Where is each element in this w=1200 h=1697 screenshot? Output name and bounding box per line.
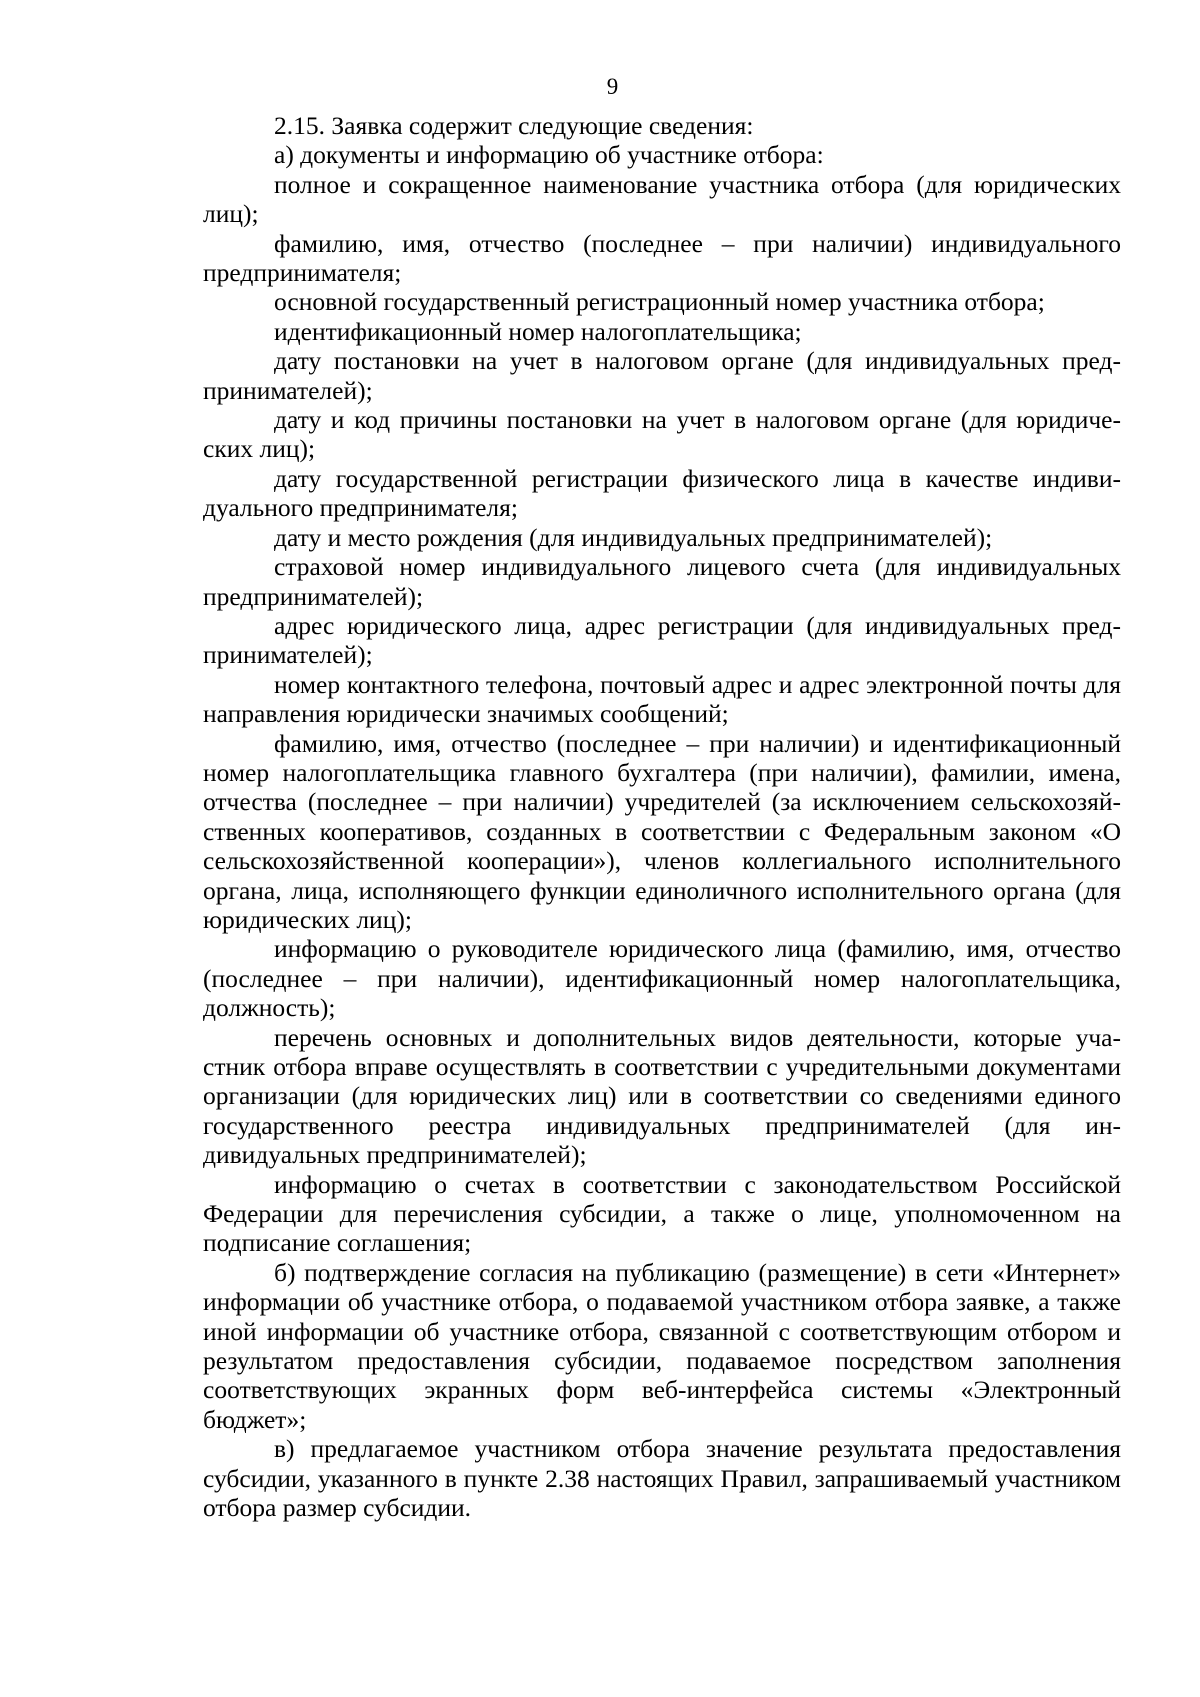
- paragraph-state-registration-date: дату государственной регистрации физического лица в качестве индивидуального предпринимателя;: [203, 463, 1121, 523]
- paragraph-inn: идентификационный номер налогоплательщика;: [274, 316, 802, 346]
- paragraph-item-v: в) предлагаемое участником отбора значение результата предоставления субсидии, указанного в пункте 2.38 настоящих Правил, запрашиваемый участником отбора размер субсидии.: [203, 1434, 1121, 1523]
- paragraph-contacts: номер контактного телефона, почтовый адрес и адрес электронной почты для направления юридически значимых сообщений;: [203, 669, 1121, 729]
- paragraph-item-b: б) подтверждение согласия на публикацию (размещение) в сети «Интернет» информации об участнике отбора, о подаваемой участником отбора заявке, а также иной информации об участнике отбора, связанной с соответствующим отбором и результатом предоставления субсидии, подаваемое посредством заполнения соответствующих экранных форм веб-интерфейса системы «Электронный бюджет»;: [203, 1257, 1121, 1434]
- paragraph-address: адрес юридического лица, адрес регистрации (для индивидуальных предпринимателей);: [203, 610, 1121, 670]
- paragraph-head-info: информацию о руководителе юридического лица (фамилию, имя, отчество (последнее – при наличии), идентификационный номер налогоплательщика, должность);: [203, 934, 1121, 1023]
- page-number: 9: [606, 74, 619, 99]
- paragraph-tax-registration-code: дату и код причины постановки на учет в налоговом органе (для юридических лиц);: [203, 405, 1121, 464]
- paragraph-insurance-number: страховой номер индивидуального лицевого счета (для индивидуальных предпринимателей);: [203, 552, 1121, 611]
- paragraph-ogrn: основной государственный регистрационный номер участника отбора;: [274, 287, 1045, 317]
- document-body: [203, 111, 1121, 1523]
- paragraph-activities: перечень основных и дополнительных видов деятельности, которые участник отбора вправе осуществлять в соответствии с учредительными документами организации (для юридических лиц) или в соответствии со сведениями единого государственного реестра индивидуальных предпринимателей (для индивидуальных предпринимателей);: [203, 1022, 1121, 1170]
- paragraph-birth-date-place: дату и место рождения (для индивидуальных предпринимателей);: [274, 522, 993, 552]
- paragraph-item-a: а) документы и информацию об участнике отбора:: [274, 140, 824, 170]
- paragraph-2-15-heading: 2.15. Заявка содержит следующие сведения:: [274, 111, 754, 140]
- paragraph-tax-registration-date: дату постановки на учет в налоговом органе (для индивидуальных предпринимателей);: [203, 346, 1121, 405]
- paragraph-entrepreneur-name: фамилию, имя, отчество (последнее – при наличии) индивидуального предпринимателя;: [203, 228, 1121, 288]
- paragraph-accounts: информацию о счетах в соответствии с законодательством Российской Федерации для перечисления субсидии, а также о лице, уполномоченном на подписание соглашения;: [203, 1169, 1121, 1258]
- paragraph-full-name: полное и сокращенное наименование участника отбора (для юридических лиц);: [203, 169, 1121, 229]
- paragraph-accountant-founders: фамилию, имя, отчество (последнее – при наличии) и идентификационный номер налогоплательщика главного бухгалтера (при наличии), фамилии, имена, отчества (последнее – при наличии) учредителей (за исключением сельскохозяйственных кооперативов, созданных в соответствии с Федеральным законом «О сельскохозяйственной кооперации»), членов коллегиального исполнительного органа, лица, исполняющего функции единоличного исполнительного органа (для юридических лиц);: [203, 728, 1121, 934]
